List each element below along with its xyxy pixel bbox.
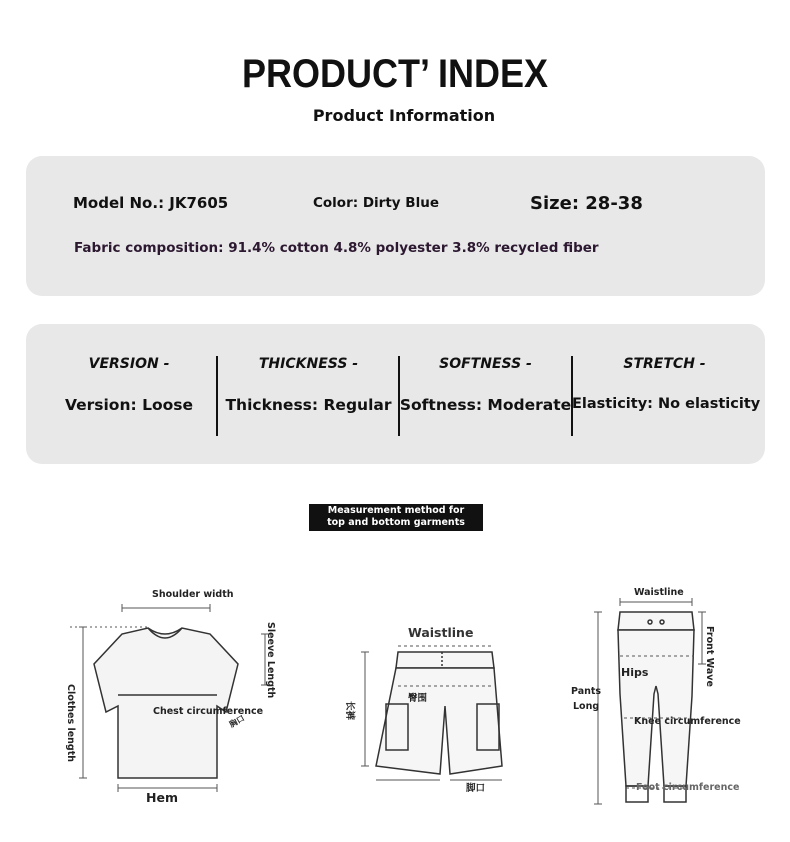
- long-label: Long: [573, 701, 600, 712]
- attribute-value: Version: Loose: [64, 396, 194, 414]
- attribute-stretch: [572, 356, 761, 436]
- product-info-panel: [26, 156, 765, 296]
- color-info: Color: Dirty Blue: [313, 195, 439, 211]
- shorts-foot-label: 脚口: [466, 783, 486, 794]
- fabric-composition: Fabric composition: 91.4% cotton 4.8% polyester 3.8% recycled fiber: [74, 240, 599, 256]
- measurement-method-badge: [309, 504, 483, 531]
- shorts-length-label: 长裤: [344, 701, 355, 721]
- pants-waistline-label: Waistline: [634, 587, 684, 598]
- hem-label: Hem: [146, 790, 178, 805]
- pants-label: Pants: [571, 686, 602, 697]
- knee-circumference-label: Knee circumference: [634, 716, 741, 727]
- shorts-sketch: [340, 640, 520, 800]
- clothes-length-label: Clothes length: [65, 684, 76, 763]
- attribute-heading: THICKNESS -: [258, 356, 359, 372]
- attribute-softness: [399, 356, 572, 436]
- shorts-hip-label: 臀围: [408, 693, 428, 704]
- attribute-heading: SOFTNESS -: [439, 356, 532, 372]
- shorts-waistline-label: Waistline: [408, 625, 474, 640]
- attribute-heading: STRETCH -: [623, 356, 706, 372]
- shoulder-width-label: Shoulder width: [152, 589, 234, 600]
- attribute-value: Elasticity: No elasticity: [572, 396, 761, 412]
- badge-line: top and bottom garments: [327, 517, 465, 528]
- foot-circumference-label: Foot circumference: [636, 782, 740, 793]
- attribute-version: [40, 356, 218, 436]
- attribute-value: Softness: Moderate: [399, 396, 572, 414]
- chest-cn-label: 胸口: [227, 713, 247, 730]
- attribute-thickness: [218, 356, 399, 436]
- page-subtitle: Product Information: [312, 106, 496, 125]
- pants-sketch: [580, 590, 760, 810]
- hips-label: Hips: [621, 666, 649, 679]
- badge-line: Measurement method for: [327, 505, 465, 516]
- page-title: PRODUCT’ INDEX: [241, 52, 549, 96]
- size-info: Size: 28-38: [530, 193, 643, 214]
- attribute-value: Thickness: Regular: [225, 396, 392, 414]
- chest-circumference-label: Chest circumference: [153, 706, 264, 717]
- model-number: Model No.: JK7605: [73, 194, 229, 212]
- front-wave-label: Front Wave: [704, 626, 715, 687]
- tshirt-sketch: [60, 590, 290, 810]
- sleeve-length-label: Sleeve Length: [265, 622, 276, 699]
- attribute-heading: VERSION -: [88, 356, 170, 372]
